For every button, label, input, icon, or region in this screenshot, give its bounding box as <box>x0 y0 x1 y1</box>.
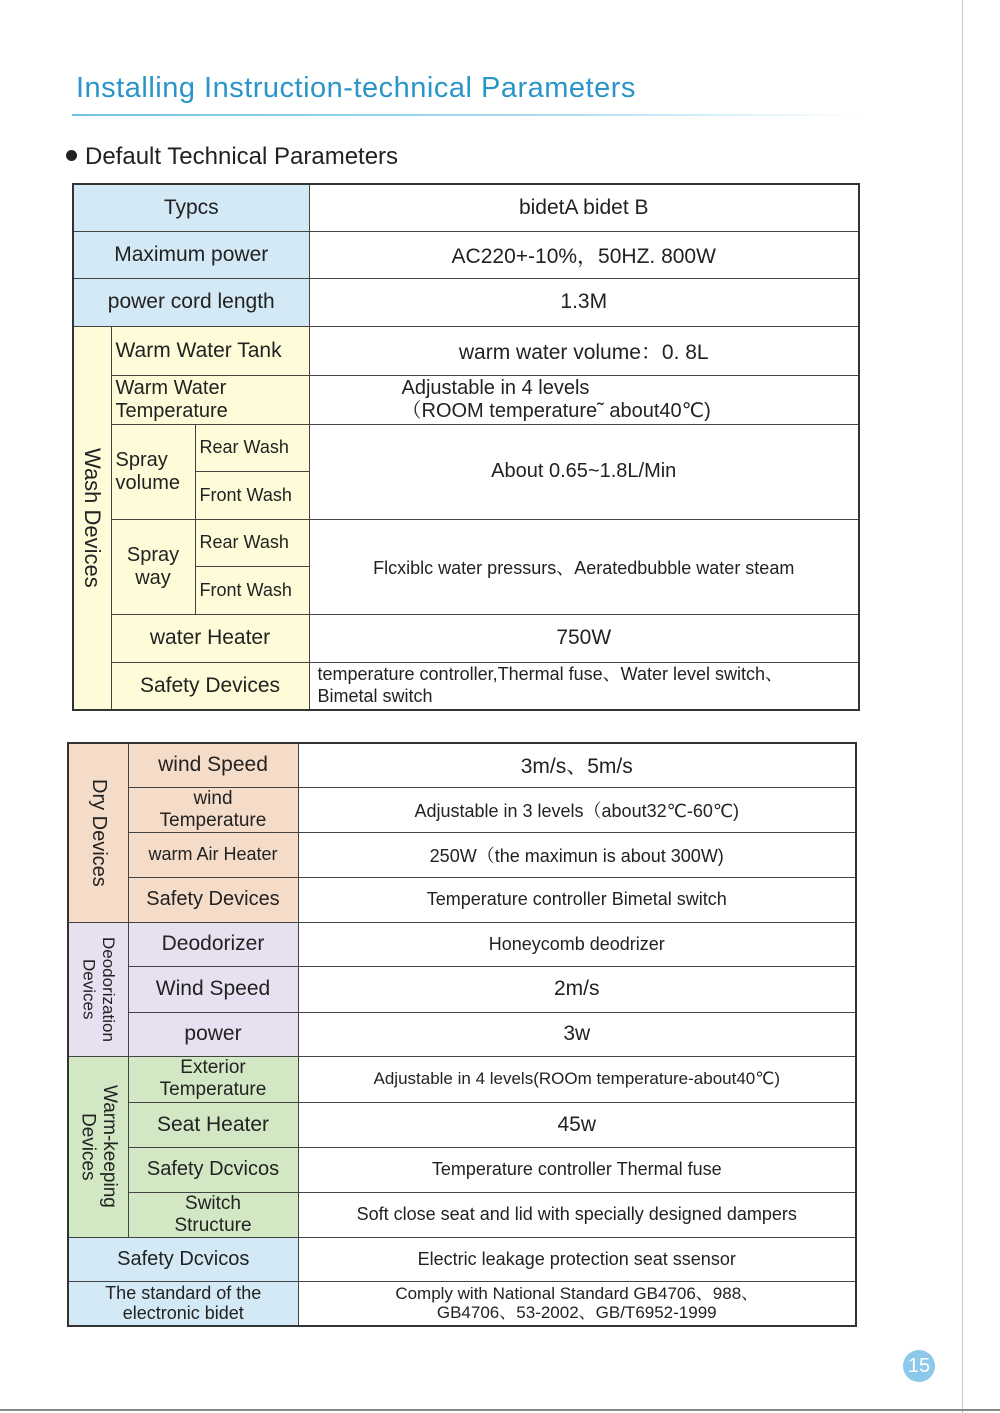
bullet-icon <box>66 150 77 161</box>
tank-label: Warm Water Tank <box>111 326 309 375</box>
exterior-temp-label: Exterior Temperature <box>128 1056 298 1102</box>
deodorization-group <box>68 922 128 1056</box>
table-row <box>73 184 859 231</box>
table-row <box>68 1147 856 1192</box>
spray-volume-value: About 0.65~1.8L/Min <box>309 424 859 519</box>
warm-safety-label: Safety Dcvicos <box>128 1147 298 1192</box>
table-row <box>68 966 856 1012</box>
wash-devices-label: Wash Devices <box>79 447 105 588</box>
types-label: Typcs <box>73 184 309 231</box>
other-parameters-table <box>67 742 857 1327</box>
deodorizer-label: Deodorizer <box>128 922 298 966</box>
switch-structure-value: Soft close seat and lid with specially designed dampers <box>298 1192 856 1237</box>
table-row <box>68 877 856 922</box>
wind-temp-value: Adjustable in 3 levels（about32℃-60℃) <box>298 787 856 832</box>
standard-label: The standard of the electronic bidet <box>68 1281 298 1326</box>
table-row <box>73 662 859 710</box>
water-temp-label: Warm Water Temperature <box>111 375 309 424</box>
wash-devices-group <box>73 326 111 710</box>
spray-way-value: Flcxiblc water pressurs、Aeratedbubble water steam <box>309 519 859 614</box>
deo-wind-speed-label: Wind Speed <box>128 966 298 1012</box>
cord-length-label: power cord length <box>73 278 309 326</box>
safety-devices-label: Safety Devices <box>111 662 309 710</box>
table-row <box>68 787 856 832</box>
water-heater-value: 750W <box>309 614 859 662</box>
water-heater-label: water Heater <box>111 614 309 662</box>
deo-power-label: power <box>128 1012 298 1056</box>
table-row <box>68 922 856 966</box>
safety-devices-2-label: Safety Dcvicos <box>68 1237 298 1281</box>
table-row <box>73 278 859 326</box>
safety-devices-value: temperature controller,Thermal fuse、Water level switch、 Bimetal switch <box>309 662 859 710</box>
water-temp-value: Adjustable in 4 levels （ROOM temperature˜ about40℃) <box>309 375 859 424</box>
dry-devices-label: Dry Devices <box>87 778 110 887</box>
table-row <box>68 1012 856 1056</box>
warm-keeping-group <box>68 1056 128 1237</box>
wind-temp-label: wind Temperature <box>128 787 298 832</box>
dry-safety-value: Temperature controller Bimetal switch <box>298 877 856 922</box>
front-wash-label: Front Wash <box>195 566 309 614</box>
table-row <box>68 743 856 787</box>
dry-devices-group <box>68 743 128 922</box>
max-power-value: AC220+-10%，50HZ. 800W <box>309 231 859 278</box>
switch-structure-label: Switch Structure <box>128 1192 298 1237</box>
seat-heater-label: Seat Heater <box>128 1102 298 1147</box>
warm-keeping-label: Warm-keeping Devices <box>77 1085 121 1208</box>
table-row <box>68 1281 856 1326</box>
section-heading <box>66 143 398 171</box>
air-heater-value: 250W（the maximun is about 300W) <box>298 832 856 877</box>
table-row <box>68 1237 856 1281</box>
page-number-badge: 15 <box>903 1350 935 1382</box>
seat-heater-value: 45w <box>298 1102 856 1147</box>
table-row <box>73 326 859 375</box>
deo-wind-speed-value: 2m/s <box>298 966 856 1012</box>
deodorization-label: Deodorization Devices <box>79 936 118 1042</box>
wind-speed-value: 3m/s、5m/s <box>298 743 856 787</box>
table-row <box>73 519 859 566</box>
right-margin-line <box>962 0 963 1413</box>
air-heater-label: warm Air Heater <box>128 832 298 877</box>
types-value: bidetA bidet B <box>309 184 859 231</box>
front-wash-label: Front Wash <box>195 471 309 519</box>
table-row <box>68 1102 856 1147</box>
deo-power-value: 3w <box>298 1012 856 1056</box>
page-title: Installing Instruction-technical Parameters <box>76 72 636 104</box>
standard-value: Comply with National Standard GB4706、988、 GB4706、53-2002、GB/T6952-1999 <box>298 1281 856 1326</box>
table-row <box>68 1192 856 1237</box>
spray-volume-label: Spray volume <box>111 424 195 519</box>
title-underline <box>72 114 862 116</box>
exterior-temp-value: Adjustable in 4 levels(ROOm temperature-about40℃) <box>298 1056 856 1102</box>
table-row <box>68 832 856 877</box>
rear-wash-label: Rear Wash <box>195 519 309 566</box>
table-row <box>73 614 859 662</box>
tank-value: warm water volume：0. 8L <box>309 326 859 375</box>
deodorizer-value: Honeycomb deodrizer <box>298 922 856 966</box>
safety-devices-2-value: Electric leakage protection seat ssensor <box>298 1237 856 1281</box>
table-row <box>73 424 859 471</box>
table-row <box>68 1056 856 1102</box>
rear-wash-label: Rear Wash <box>195 424 309 471</box>
max-power-label: Maximum power <box>73 231 309 278</box>
section-heading-text: Default Technical Parameters <box>85 143 399 170</box>
wash-parameters-table <box>72 183 860 711</box>
warm-safety-value: Temperature controller Thermal fuse <box>298 1147 856 1192</box>
table-row <box>73 375 859 424</box>
dry-safety-label: Safety Devices <box>128 877 298 922</box>
spray-way-label: Spray way <box>111 519 195 614</box>
wind-speed-label: wind Speed <box>128 743 298 787</box>
bottom-margin-line <box>0 1409 1000 1411</box>
table-row <box>73 231 859 278</box>
cord-length-value: 1.3M <box>309 278 859 326</box>
